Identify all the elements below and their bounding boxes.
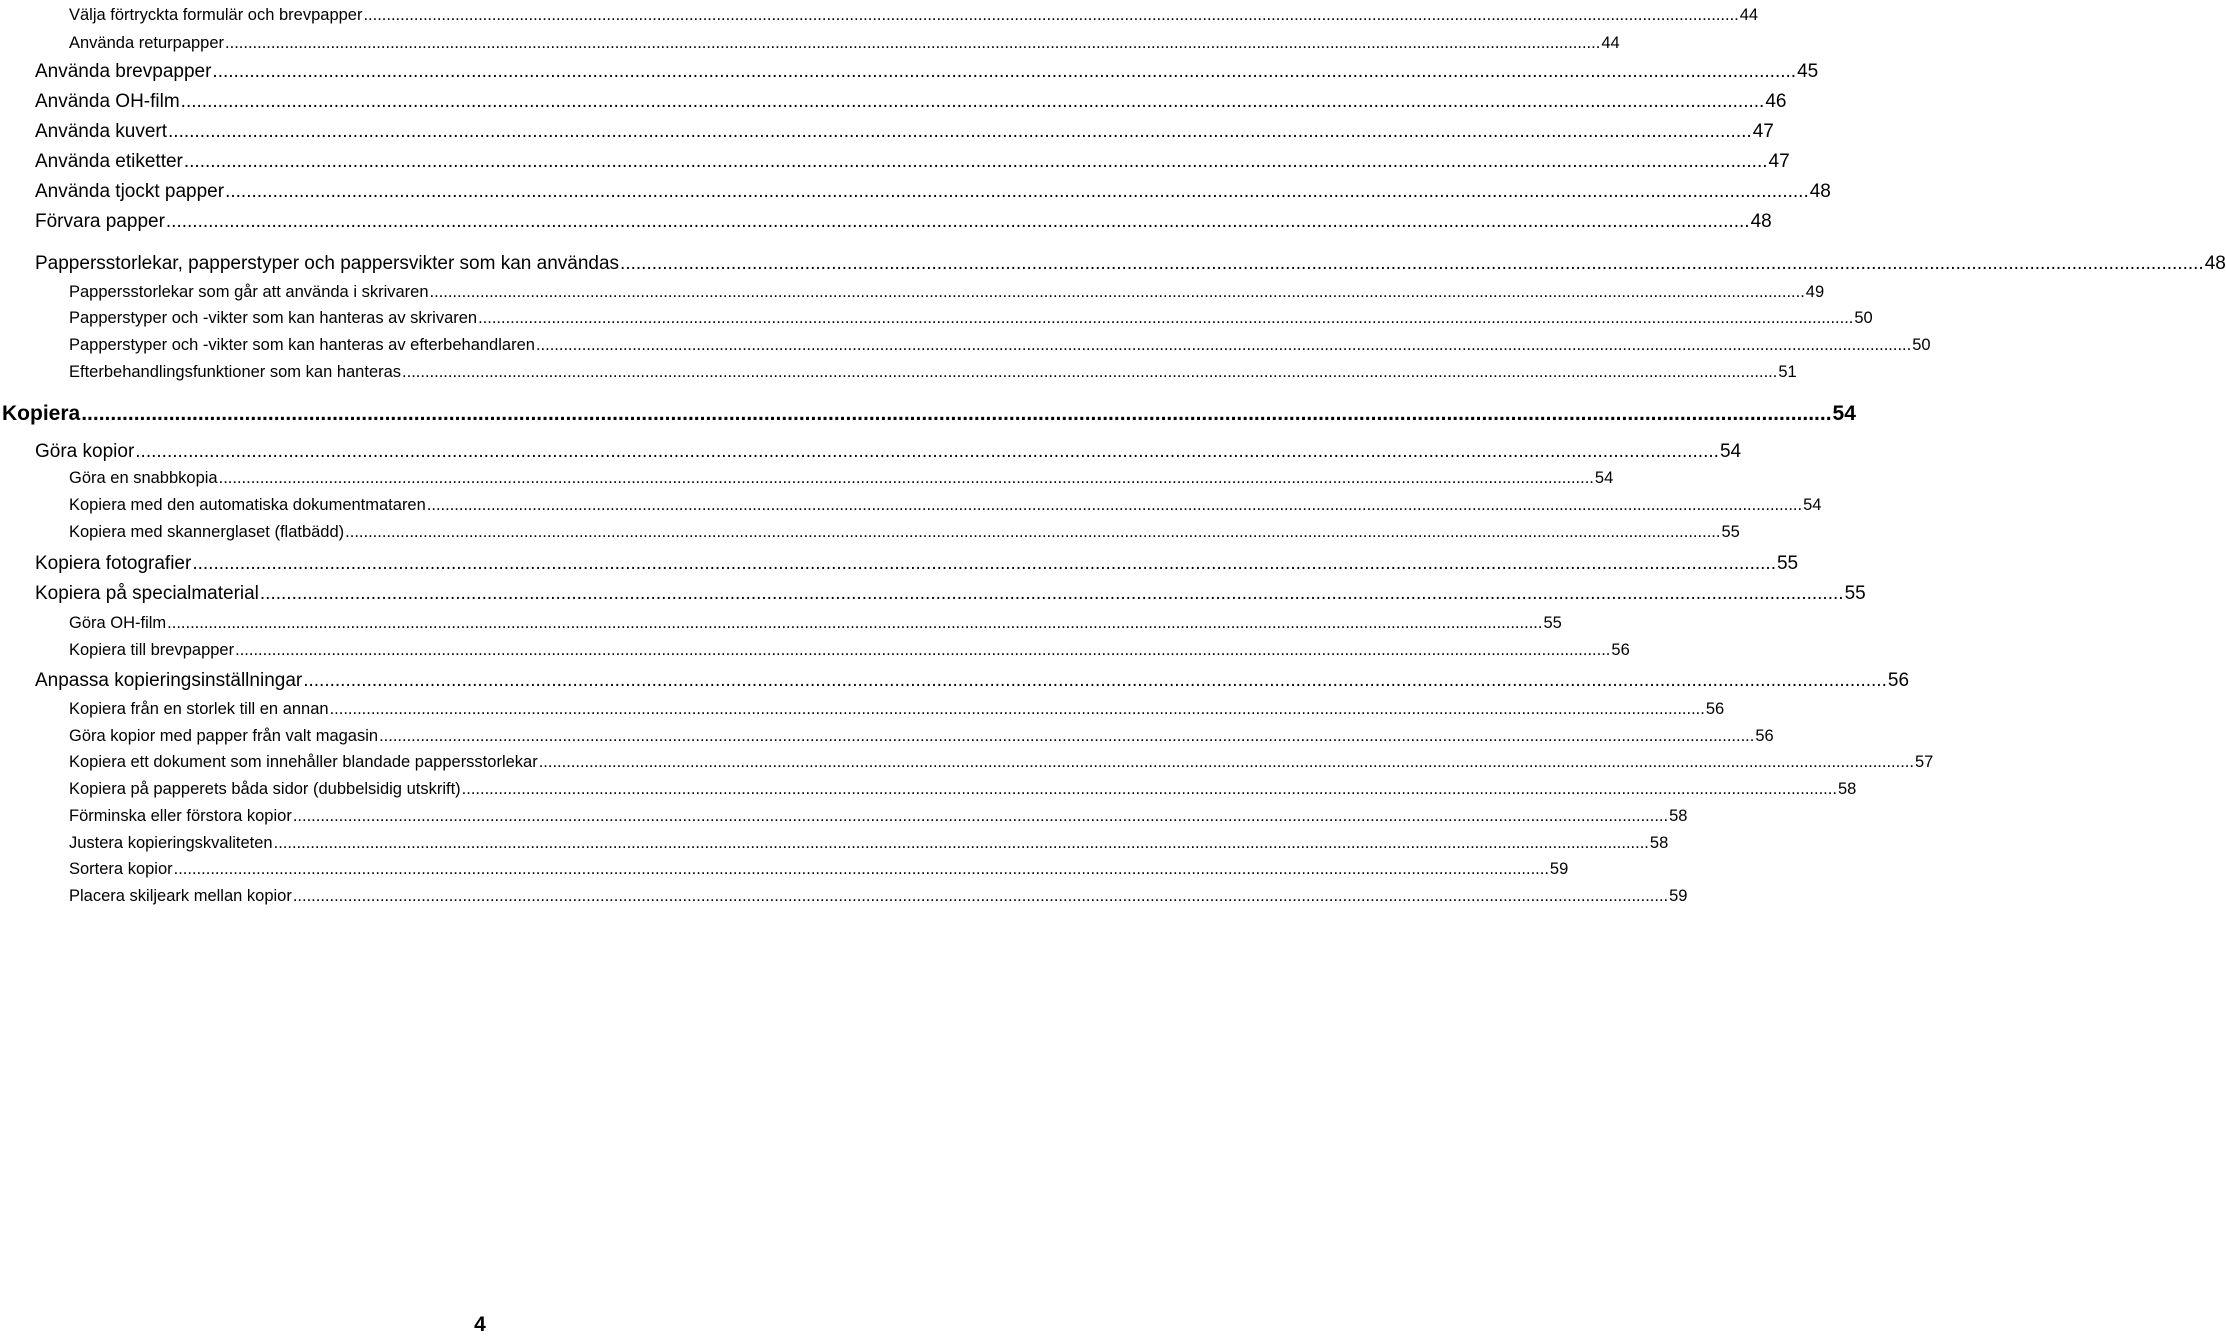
toc-entry[interactable]: [0, 6, 1759, 25]
toc-entry-title: Sortera kopior: [69, 860, 173, 878]
toc-entry[interactable]: [0, 780, 1857, 799]
toc-entry-page-number: 56: [1755, 727, 1774, 745]
toc-leader-dots: ............................................................................................................................................................................................................................................................................................................: [167, 614, 1543, 632]
toc-entry[interactable]: [0, 402, 1856, 426]
toc-entry-title: Använda brevpapper: [35, 61, 212, 82]
toc-entry-title: Papperstyper och -vikter som kan hanteras av skrivaren: [69, 309, 478, 327]
toc-entry-page-number: 54: [1594, 469, 1614, 487]
toc-entry-page-number: 45: [1797, 61, 1819, 82]
toc-leader-dots: ............................................................................................................................................................................................................................................................................................................: [218, 469, 1594, 487]
toc-leader-dots: ............................................................................................................................................................................................................................................................................................................: [461, 780, 1837, 798]
toc-leader-dots: ............................................................................................................................................................................................................................................................................................................: [212, 61, 1797, 82]
toc-entry-page-number: 59: [1549, 860, 1569, 878]
page-number: 4: [474, 1313, 486, 1336]
toc-entry-title: Förvara papper: [35, 211, 165, 232]
toc-entry[interactable]: [0, 753, 1934, 772]
toc-entry[interactable]: [0, 121, 1774, 143]
toc-entry[interactable]: [0, 363, 1797, 382]
toc-leader-dots: ............................................................................................................................................................................................................................................................................................................: [478, 309, 1854, 327]
toc-entry[interactable]: [0, 253, 2226, 275]
toc-entry[interactable]: [0, 496, 1822, 515]
toc-leader-dots: ............................................................................................................................................................................................................................................................................................................: [81, 402, 1832, 425]
toc-entry-page-number: 44: [1739, 6, 1759, 24]
toc-entry-title: Kopiera från en storlek till en annan: [69, 700, 329, 718]
toc-entry-page-number: 47: [1768, 151, 1790, 172]
toc-entry-page-number: 55: [1844, 583, 1866, 604]
toc-entry-page-number: 54: [1719, 441, 1742, 462]
toc-leader-dots: ............................................................................................................................................................................................................................................................................................................: [173, 860, 1549, 878]
toc-leader-dots: ............................................................................................................................................................................................................................................................................................................: [329, 700, 1705, 718]
toc-entry[interactable]: [0, 309, 1873, 328]
toc-leader-dots: ............................................................................................................................................................................................................................................................................................................: [168, 121, 1752, 142]
toc-entry-title: Justera kopieringskvaliteten: [69, 834, 273, 852]
toc-entry-page-number: 47: [1752, 121, 1774, 142]
toc-entry[interactable]: [0, 34, 1620, 53]
toc-leader-dots: ............................................................................................................................................................................................................................................................................................................: [225, 34, 1601, 52]
toc-entry[interactable]: [0, 583, 1866, 605]
toc-entry-title: Välja förtryckta formulär och brevpapper: [69, 6, 363, 24]
toc-leader-dots: ............................................................................................................................................................................................................................................................................................................: [235, 641, 1611, 659]
toc-entry-title: Placera skiljeark mellan kopior: [69, 887, 292, 905]
toc-leader-dots: ............................................................................................................................................................................................................................................................................................................: [538, 753, 1914, 771]
toc-entry-page-number: 56: [1705, 700, 1725, 718]
toc-leader-dots: ............................................................................................................................................................................................................................................................................................................: [192, 553, 1776, 574]
toc-entry[interactable]: [0, 614, 1562, 633]
toc-entry[interactable]: [0, 641, 1630, 660]
toc-entry-title: Göra OH-film: [69, 614, 167, 632]
toc-leader-dots: ............................................................................................................................................................................................................................................................................................................: [135, 441, 1719, 462]
toc-entry-title: Använda OH-film: [35, 91, 180, 112]
toc-entry-page-number: 54: [1803, 496, 1822, 514]
toc-entry-page-number: 48: [1809, 181, 1831, 202]
toc-entry-title: Kopiera till brevpapper: [69, 641, 235, 659]
toc-entry-page-number: 59: [1669, 887, 1688, 905]
toc-entry[interactable]: [0, 727, 1774, 746]
toc-entry-title: Använda kuvert: [35, 121, 168, 142]
toc-entry-page-number: 44: [1601, 34, 1620, 52]
toc-entry-title: Använda etiketter: [35, 151, 183, 172]
toc-leader-dots: ............................................................................................................................................................................................................................................................................................................: [620, 253, 2204, 274]
toc-entry-page-number: 54: [1832, 402, 1856, 425]
toc-entry-page-number: 58: [1669, 807, 1688, 825]
toc-entry-page-number: 58: [1837, 780, 1857, 798]
toc-entry[interactable]: [0, 553, 1799, 575]
toc-entry[interactable]: [0, 441, 1742, 463]
toc-entry-page-number: 55: [1543, 614, 1562, 632]
toc-entry-title: Papperstyper och -vikter som kan hanteras av efterbehandlaren: [69, 336, 535, 354]
toc-entry-title: Kopiera med skannerglaset (flatbädd): [69, 523, 345, 541]
toc-entry[interactable]: [0, 887, 1688, 906]
toc-entry-page-number: 49: [1805, 283, 1825, 301]
toc-leader-dots: ............................................................................................................................................................................................................................................................................................................: [165, 211, 1750, 232]
toc-entry-page-number: 50: [1912, 336, 1931, 354]
toc-entry-page-number: 50: [1854, 309, 1873, 327]
toc-entry-title: Göra kopior: [35, 441, 135, 462]
toc-leader-dots: ............................................................................................................................................................................................................................................................................................................: [259, 583, 1844, 604]
toc-entry-page-number: 46: [1765, 91, 1787, 112]
toc-leader-dots: ............................................................................................................................................................................................................................................................................................................: [379, 727, 1755, 745]
toc-leader-dots: ............................................................................................................................................................................................................................................................................................................: [183, 151, 1768, 172]
toc-entry-page-number: 55: [1721, 523, 1740, 541]
toc-entry-title: Kopiera på specialmaterial: [35, 583, 259, 604]
toc-entry-title: Förminska eller förstora kopior: [69, 807, 292, 825]
toc-entry-page-number: 56: [1887, 670, 1910, 691]
toc-entry[interactable]: [0, 807, 1688, 826]
toc-entry[interactable]: [0, 670, 1910, 692]
toc-entry[interactable]: [0, 834, 1669, 853]
toc-entry-title: Göra en snabbkopia: [69, 469, 218, 487]
toc-entry-title: Pappersstorlekar som går att använda i skrivaren: [69, 283, 429, 301]
toc-leader-dots: ............................................................................................................................................................................................................................................................................................................: [429, 283, 1805, 301]
toc-entry-title: Använda tjockt papper: [35, 181, 225, 202]
toc-entry-page-number: 48: [2204, 253, 2226, 274]
toc-entry-page-number: 58: [1649, 834, 1669, 852]
toc-entry-page-number: 56: [1611, 641, 1630, 659]
toc-entry[interactable]: [0, 91, 1787, 113]
toc-entry-page-number: 57: [1914, 753, 1934, 771]
toc-leader-dots: ............................................................................................................................................................................................................................................................................................................: [273, 834, 1649, 852]
toc-entry[interactable]: [0, 211, 1772, 233]
toc-entry[interactable]: [0, 336, 1931, 355]
toc-entry-title: Pappersstorlekar, papperstyper och pappersvikter som kan användas: [35, 253, 620, 274]
toc-leader-dots: ............................................................................................................................................................................................................................................................................................................: [303, 670, 1887, 691]
toc-entry[interactable]: [0, 61, 1819, 83]
toc-entry-title: Anpassa kopieringsinställningar: [35, 670, 303, 691]
toc-entry[interactable]: [0, 469, 1614, 488]
toc-entry-title: Kopiera: [2, 402, 81, 425]
toc-leader-dots: ............................................................................................................................................................................................................................................................................................................: [292, 887, 1669, 905]
toc-entry-title: Kopiera på papperets båda sidor (dubbelsidig utskrift): [69, 780, 461, 798]
toc-entry[interactable]: [0, 283, 1825, 302]
toc-entry-title: Kopiera ett dokument som innehåller blandade pappersstorlekar: [69, 753, 538, 771]
toc-leader-dots: ............................................................................................................................................................................................................................................................................................................: [292, 807, 1669, 825]
toc-leader-dots: ............................................................................................................................................................................................................................................................................................................: [535, 336, 1912, 354]
toc-entry[interactable]: [0, 700, 1725, 719]
toc-leader-dots: ............................................................................................................................................................................................................................................................................................................: [363, 6, 1739, 24]
toc-leader-dots: ............................................................................................................................................................................................................................................................................................................: [426, 496, 1803, 514]
toc-leader-dots: ............................................................................................................................................................................................................................................................................................................: [225, 181, 1809, 202]
toc-entry-page-number: 55: [1776, 553, 1799, 574]
toc-entry-page-number: 51: [1778, 363, 1797, 381]
toc-entry-page-number: 48: [1750, 211, 1772, 232]
toc-entry-title: Kopiera med den automatiska dokumentmataren: [69, 496, 426, 514]
toc-entry-title: Efterbehandlingsfunktioner som kan hanteras: [69, 363, 402, 381]
toc-leader-dots: ............................................................................................................................................................................................................................................................................................................: [345, 523, 1721, 541]
toc-entry-title: Använda returpapper: [69, 34, 225, 52]
toc-entry[interactable]: [0, 151, 1790, 173]
toc-entry-title: Göra kopior med papper från valt magasin: [69, 727, 379, 745]
toc-leader-dots: ............................................................................................................................................................................................................................................................................................................: [402, 363, 1778, 381]
toc-entry[interactable]: [0, 181, 1831, 203]
toc-entry[interactable]: [0, 523, 1740, 542]
toc-leader-dots: ............................................................................................................................................................................................................................................................................................................: [180, 91, 1765, 112]
toc-entry[interactable]: [0, 860, 1569, 879]
toc-entry-title: Kopiera fotografier: [35, 553, 192, 574]
